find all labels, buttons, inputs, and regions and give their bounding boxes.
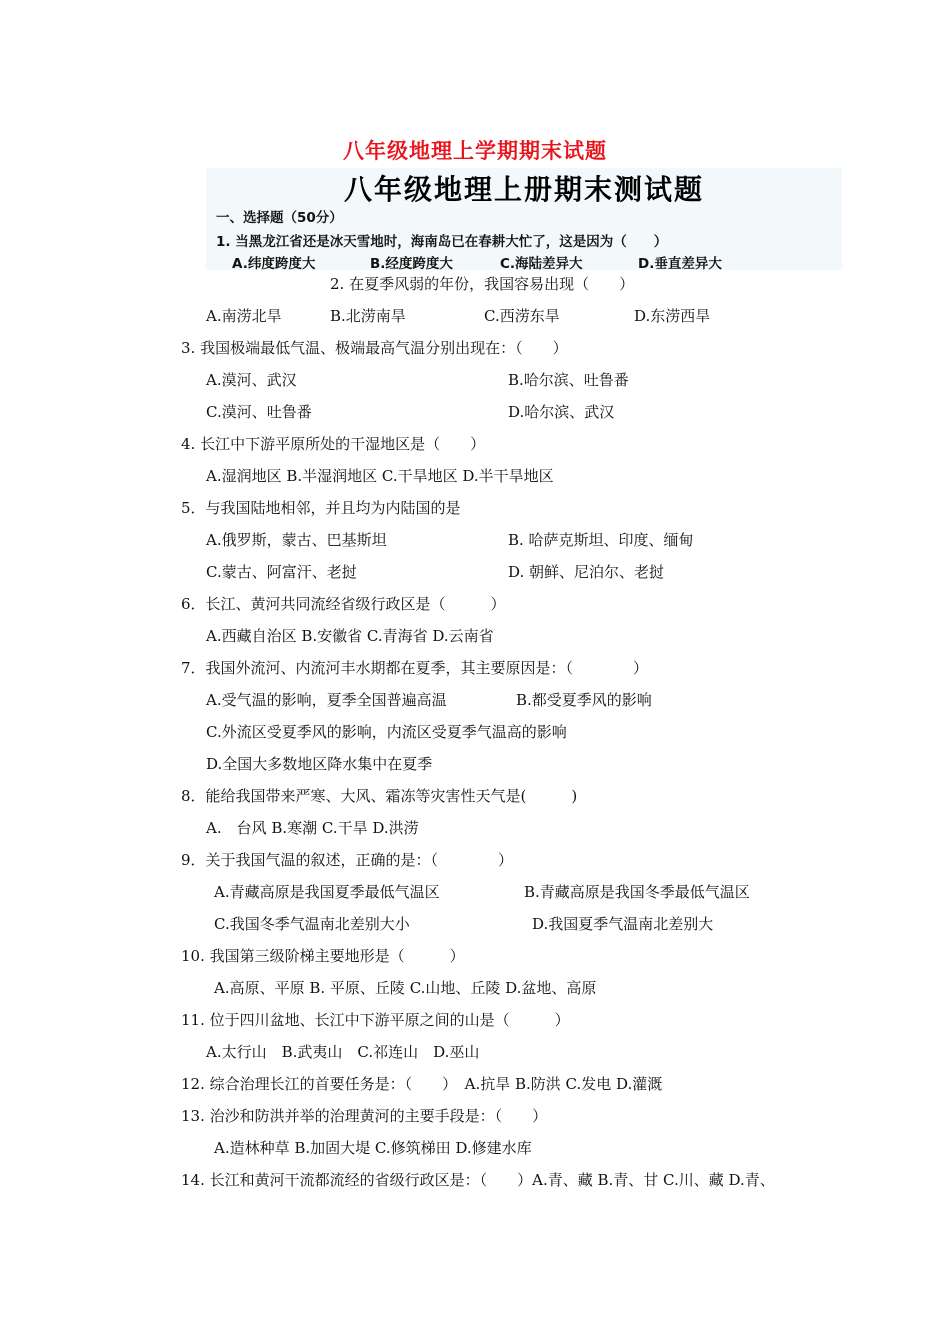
q8-options: A. 台风 B.寒潮 C.干旱 D.洪涝	[206, 819, 419, 837]
q3-option-a: A.漠河、武汉	[206, 371, 297, 389]
q1-option-c: C.海陆差异大	[500, 256, 583, 272]
q11-options: A.太行山 B.武夷山 C.祁连山 D.巫山	[206, 1043, 480, 1061]
question-3: 3. 我国极端最低气温、极端最高气温分别出现在：（ ）	[181, 339, 568, 357]
question-8: 8．能给我国带来严寒、大风、霜冻等灾害性天气是( )	[181, 787, 578, 805]
q5-option-b: B. 哈萨克斯坦、印度、缅甸	[508, 531, 694, 549]
q5-option-a: A.俄罗斯，蒙古、巴基斯坦	[206, 531, 387, 549]
document-red-title: 八年级地理上学期期末试题	[343, 139, 607, 163]
question-11: 11. 位于四川盆地、长江中下游平原之间的山是（ ）	[181, 1011, 570, 1029]
main-title: 八年级地理上册期末测试题	[343, 173, 704, 206]
q7-option-d: D.全国大多数地区降水集中在夏季	[206, 755, 433, 773]
q3-option-b: B.哈尔滨、吐鲁番	[508, 371, 629, 389]
question-9: 9．关于我国气温的叙述，正确的是：（ ）	[181, 851, 514, 869]
q9-option-a: A.青藏高原是我国夏季最低气温区	[214, 883, 440, 901]
question-7: 7．我国外流河、内流河丰水期都在夏季，其主要原因是：（ ）	[181, 659, 649, 677]
question-10: 10. 我国第三级阶梯主要地形是（ ）	[181, 947, 465, 965]
question-12: 12. 综合治理长江的首要任务是：（ ） A.抗旱 B.防洪 C.发电 D.灌溉	[181, 1075, 663, 1093]
q7-option-c: C.外流区受夏季风的影响，内流区受夏季气温高的影响	[206, 723, 567, 741]
q2-option-b: B.北涝南旱	[330, 307, 406, 325]
question-2: 2. 在夏季风弱的年份，我国容易出现（ ）	[330, 275, 635, 293]
section-title: 一、选择题（50分）	[216, 210, 343, 226]
q2-option-a: A.南涝北旱	[206, 307, 282, 325]
q3-option-c: C.漠河、吐鲁番	[206, 403, 312, 421]
q1-option-b: B.经度跨度大	[370, 256, 453, 272]
question-4: 4. 长江中下游平原所处的干湿地区是（ ）	[181, 435, 486, 453]
q7-option-a: A.受气温的影响，夏季全国普遍高温	[206, 691, 447, 709]
q5-option-d: D. 朝鲜、尼泊尔、老挝	[508, 563, 665, 581]
q7-option-b: B.都受夏季风的影响	[516, 691, 652, 709]
q2-option-c: C.西涝东旱	[484, 307, 560, 325]
q1-option-d: D.垂直差异大	[638, 256, 722, 272]
q5-option-c: C.蒙古、阿富汗、老挝	[206, 563, 357, 581]
q3-option-d: D.哈尔滨、武汉	[508, 403, 615, 421]
header-image	[206, 168, 842, 270]
q13-options: A.造林种草 B.加固大堤 C.修筑梯田 D.修建水库	[214, 1139, 532, 1157]
question-6: 6．长江、黄河共同流经省级行政区是（ ）	[181, 595, 506, 613]
question-1: 1. 当黑龙江省还是冰天雪地时，海南岛已在春耕大忙了，这是因为（ ）	[216, 234, 668, 250]
q4-options: A.湿润地区 B.半湿润地区 C.干旱地区 D.半干旱地区	[206, 467, 554, 485]
q10-options: A.高原、平原 B. 平原、丘陵 C.山地、丘陵 D.盆地、高原	[214, 979, 597, 997]
question-13: 13. 治沙和防洪并举的治理黄河的主要手段是：（ ）	[181, 1107, 548, 1125]
question-14: 14. 长江和黄河干流都流经的省级行政区是：（ ）A.青、藏 B.青、甘 C.川、藏 D.青、	[181, 1171, 775, 1189]
q1-option-a: A.纬度跨度大	[232, 256, 316, 272]
q9-option-d: D.我国夏季气温南北差别大	[532, 915, 714, 933]
q2-option-d: D.东涝西旱	[634, 307, 711, 325]
question-5: 5．与我国陆地相邻，并且均为内陆国的是	[181, 499, 461, 517]
q9-option-c: C.我国冬季气温南北差别大小	[214, 915, 410, 933]
q9-option-b: B.青藏高原是我国冬季最低气温区	[524, 883, 750, 901]
q6-options: A.西藏自治区 B.安徽省 C.青海省 D.云南省	[206, 627, 494, 645]
